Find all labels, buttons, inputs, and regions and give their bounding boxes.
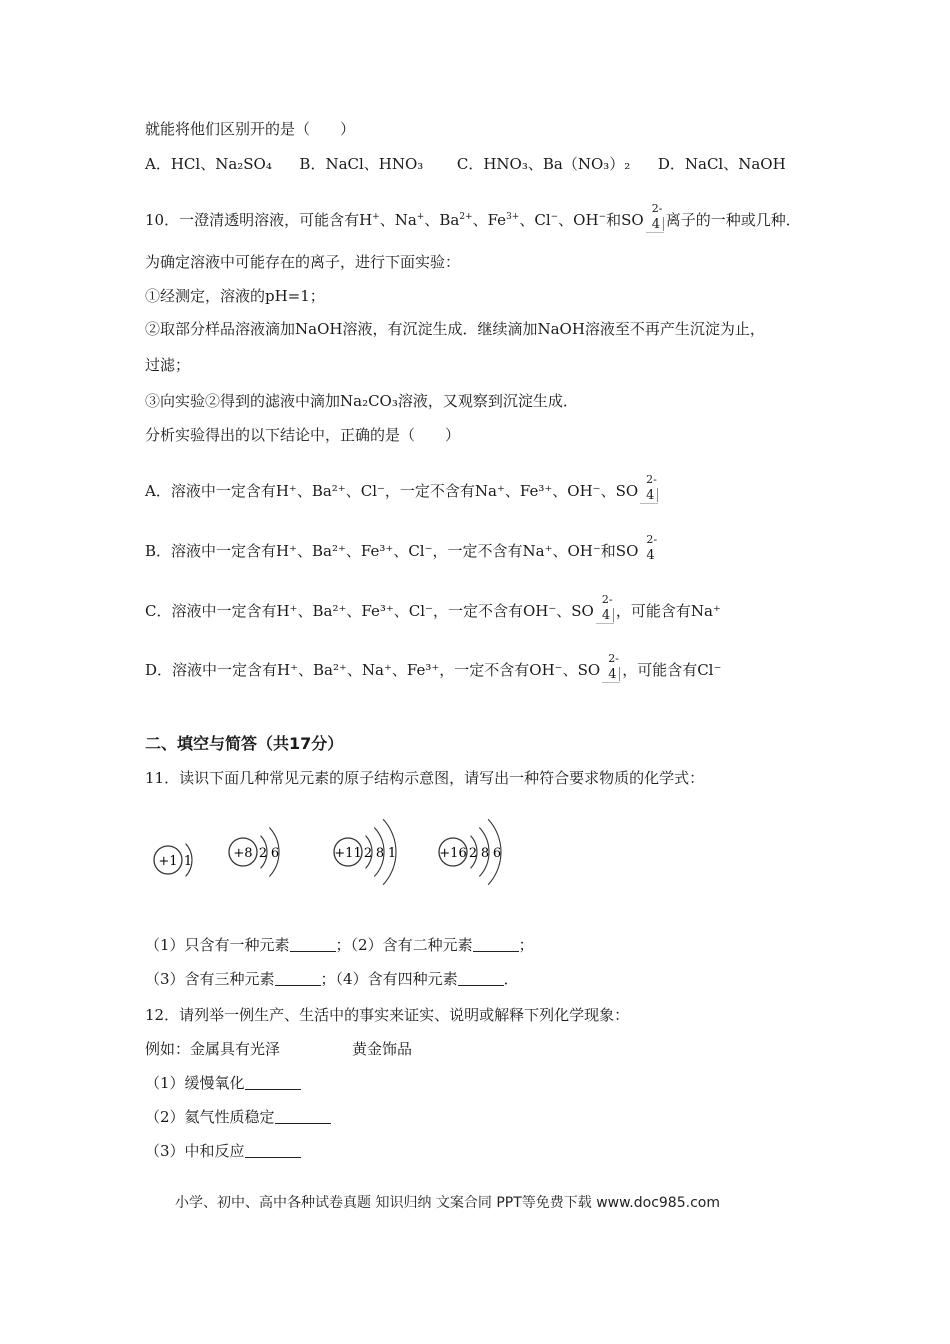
q11-stem: 11．读识下面几种常见元素的原子结构示意图，请写出一种符合要求物质的化学式：	[145, 769, 705, 787]
frac-top: 2-	[646, 473, 657, 486]
frac-bottom: 4	[646, 488, 655, 503]
q11-part2-end: ；	[518, 936, 534, 954]
q10-option-d	[145, 651, 721, 683]
atom-diagram	[334, 819, 396, 884]
q12-example-answer: 黄金饰品	[352, 1040, 413, 1058]
electron-count: 1	[387, 846, 397, 861]
q9-option-d: D．NaCl、NaOH	[657, 155, 786, 173]
q10-stem: 10．一澄清透明溶液，可能含有H+、Na+、$Ba^{2+}$、$Fe^{3+}$、Cl−、OH−和SO 2- 4 离子的一种或几种．	[145, 201, 801, 233]
q11-parts-row2	[145, 969, 519, 989]
q11-parts-row1	[145, 935, 534, 955]
section-heading: 二、填空与简答（共17分）	[145, 734, 344, 753]
q9-option-c: C．HNO₃、Ba（NO₃）₂	[456, 155, 631, 173]
answer-blank[interactable]	[245, 1075, 301, 1090]
answer-blank[interactable]	[458, 971, 504, 986]
page-footer: 小学、初中、高中各种试卷真题 知识归纳 文案合同 PPT等免费下载 www.doc985.com	[175, 1195, 720, 1211]
q10-stem-text: 和SO	[606, 211, 644, 229]
sulfate-charge-fraction	[646, 201, 666, 233]
q11-part3-label: （3）含有三种元素	[145, 970, 275, 988]
q9-option-a: A．HCl、Na₂SO₄	[145, 155, 272, 173]
q10-option-d-tail: ，可能含有Cl⁻	[622, 661, 722, 679]
sulfate-charge-fraction	[640, 472, 660, 504]
q12-example	[145, 1039, 412, 1059]
q10-step2-cont: 过滤；	[145, 356, 191, 374]
q11-part4-end: ．	[503, 970, 519, 988]
q10-stem-text: 离子的一种或几种．	[665, 211, 801, 229]
answer-blank[interactable]	[245, 1143, 301, 1158]
electron-count: 8	[480, 846, 490, 861]
q10-stem-text: 、Fe	[472, 211, 507, 229]
electron-count: 1	[183, 854, 193, 869]
q9-options	[145, 154, 786, 174]
q10-step2: ②取部分样品溶液滴加NaOH溶液，有沉淀生成．继续滴加NaOH溶液至不再产生沉淀为止，	[145, 320, 765, 338]
q10-option-c-tail: ，可能含有Na⁺	[615, 602, 721, 620]
q12-item-2	[145, 1107, 331, 1127]
nucleus-charge: +1	[158, 854, 178, 869]
nucleus-charge: +11	[334, 846, 362, 861]
answer-blank[interactable]	[275, 1109, 331, 1124]
electron-count: 2	[258, 846, 268, 861]
q10-option-c	[145, 592, 721, 624]
electron-count: 8	[375, 846, 385, 861]
frac-top: 2-	[651, 202, 663, 215]
atom-diagram	[154, 844, 192, 877]
electron-count: 2	[363, 846, 373, 861]
q10-stem-text: 、OH	[558, 211, 599, 229]
answer-blank[interactable]	[290, 937, 336, 952]
q12-stem: 12．请列举一例生产、生活中的事实来证实、说明或解释下列化学现象：	[145, 1006, 630, 1024]
nucleus-charge: +16	[439, 846, 467, 861]
q12-item-3	[145, 1141, 301, 1161]
q10-option-a-text: A．溶液中一定含有H⁺、Ba²⁺、Cl⁻，一定不含有Na⁺、Fe³⁺、OH⁻、SO	[145, 482, 639, 500]
q10-option-a	[145, 472, 660, 504]
atom-diagram	[229, 827, 279, 876]
q12-item-3-label: （3）中和反应	[145, 1142, 245, 1160]
electron-count: 6	[492, 846, 502, 861]
q12-example-label: 例如：金属具有光泽	[145, 1040, 281, 1058]
q10-option-d-text: D．溶液中一定含有H⁺、Ba²⁺、Na⁺、Fe³⁺，一定不含有OH⁻、SO	[145, 661, 601, 679]
frac-top: 2-	[601, 593, 613, 606]
q10-option-b-text: B．溶液中一定含有H⁺、Ba²⁺、Fe³⁺、Cl⁻，一定不含有Na⁺、OH⁻和SO	[145, 542, 639, 560]
q11-part2-label: ；（2）含有二种元素	[335, 936, 473, 954]
q10-stem-text: 10．一澄清透明溶液，可能含有H	[145, 211, 373, 229]
q11-part4-label: ；（4）含有四种元素	[320, 970, 458, 988]
q11-part1-label: （1）只含有一种元素	[145, 936, 290, 954]
frac-bottom: 4	[601, 608, 611, 623]
q10-stem-text: 、Ba	[424, 211, 460, 229]
q10-stem-text: 、Na	[379, 211, 417, 229]
q10-ask: 分析实验得出的以下结论中，正确的是（ ）	[145, 426, 461, 444]
q9-tail: 就能将他们区别开的是（ ）	[145, 120, 356, 138]
atom-diagram	[439, 819, 501, 884]
atomic-structure-diagrams	[140, 790, 540, 900]
q10-option-c-text: C．溶液中一定含有H⁺、Ba²⁺、Fe³⁺、Cl⁻，一定不含有OH⁻、SO	[145, 602, 594, 620]
electron-count: 2	[468, 846, 478, 861]
sulfate-charge-fraction	[596, 592, 616, 624]
q9-option-b: B．NaCl、HNO₃	[299, 155, 424, 173]
q10-line2: 为确定溶液中可能存在的离子，进行下面实验：	[145, 253, 461, 271]
frac-top: 2-	[608, 652, 619, 665]
q12-item-2-label: （2）氦气性质稳定	[145, 1108, 275, 1126]
nucleus-charge: +8	[233, 846, 253, 861]
answer-blank[interactable]	[473, 937, 519, 952]
q10-step3: ③向实验②得到的滤液中滴加Na₂CO₃溶液，又观察到沉淀生成．	[145, 392, 578, 410]
q10-step1: ①经测定，溶液的pH=1；	[145, 287, 325, 305]
q12-item-1-label: （1）缓慢氧化	[145, 1074, 245, 1092]
q12-item-1	[145, 1073, 301, 1093]
frac-bottom: 4	[646, 548, 655, 563]
sulfate-charge-fraction	[602, 651, 622, 683]
frac-top: 2-	[646, 533, 658, 546]
q10-stem-text: 、Cl	[519, 211, 551, 229]
frac-bottom: 4	[608, 667, 617, 682]
electron-count: 6	[270, 846, 280, 861]
answer-blank[interactable]	[275, 971, 321, 986]
frac-bottom: 4	[651, 217, 660, 232]
sulfate-charge-fraction	[640, 532, 660, 564]
q10-option-b	[145, 532, 660, 564]
